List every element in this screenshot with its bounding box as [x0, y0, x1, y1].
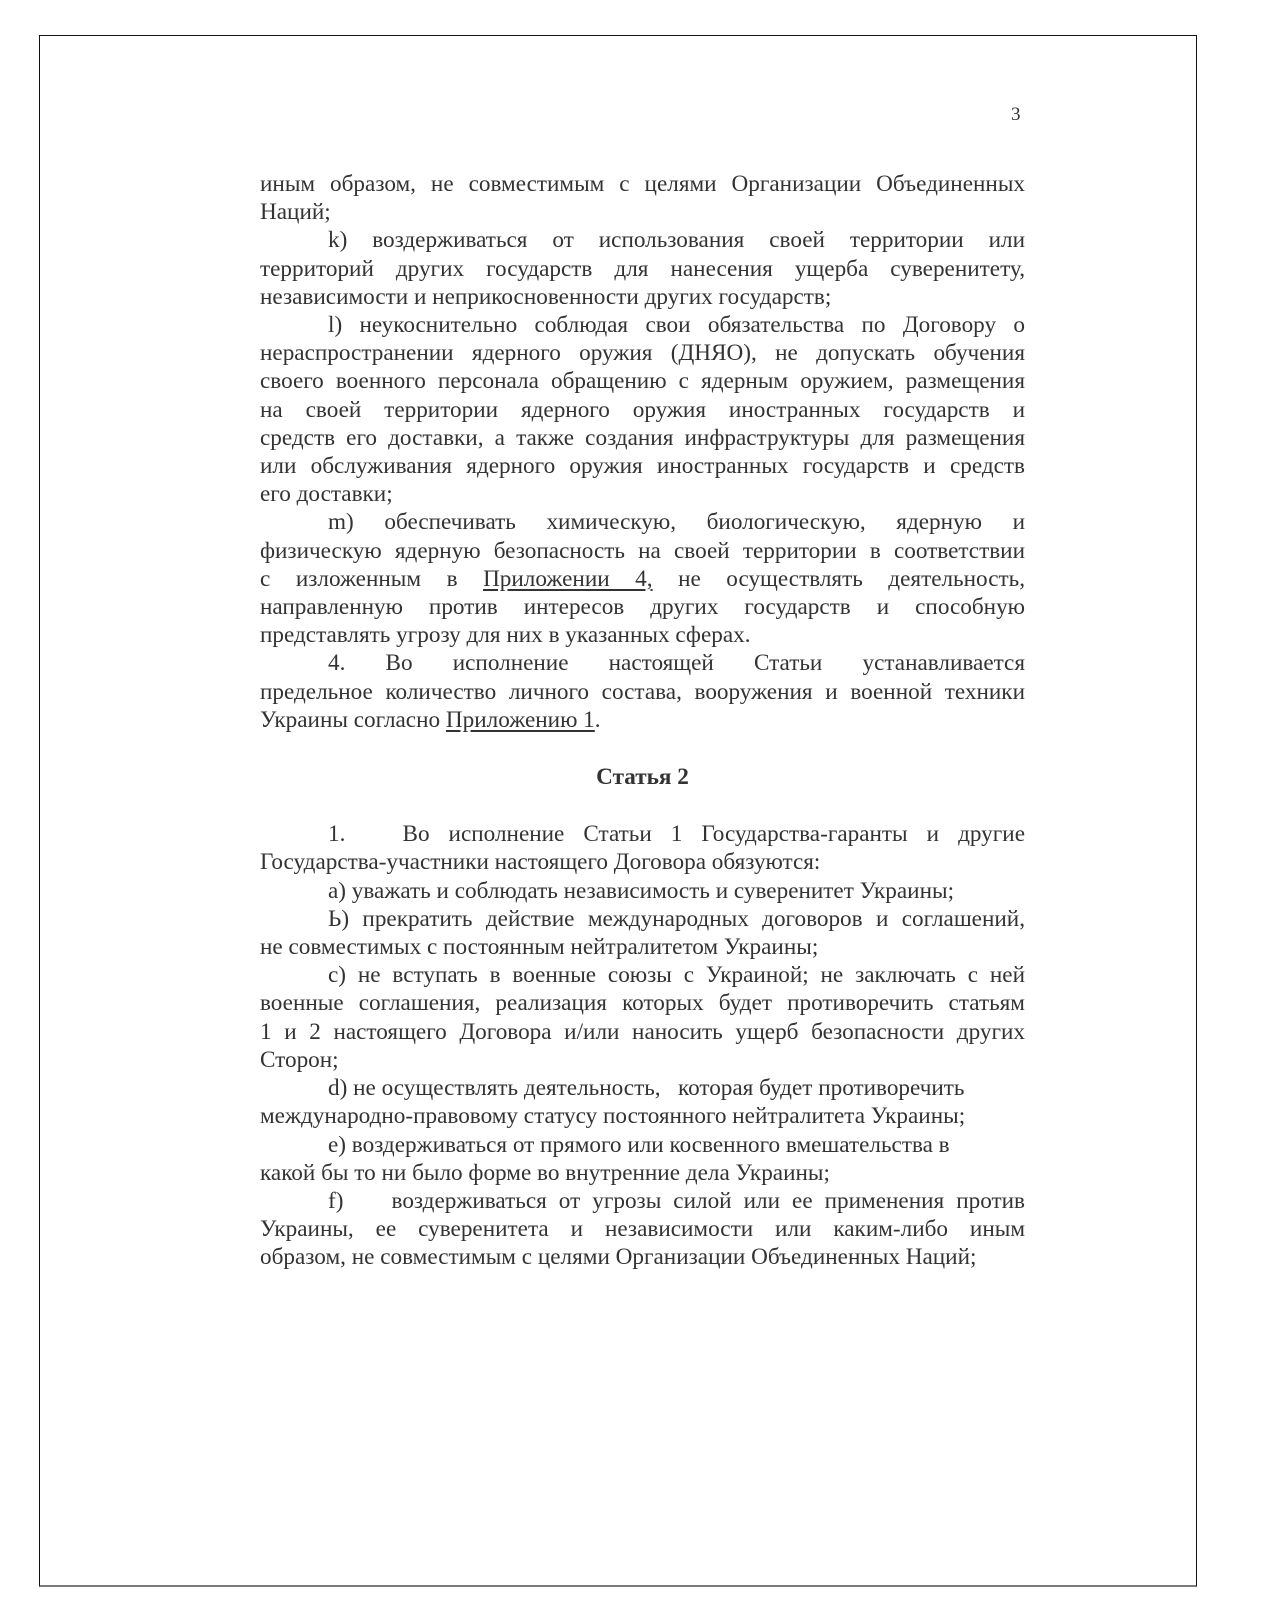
text-line: образом, не совместимым с целями Организации Объединенных Наций; [260, 1244, 977, 1271]
article-2-item-c [260, 961, 1025, 1074]
text-line: территорий других государств для нанесения ущерба суверенитету, [260, 255, 1025, 282]
article-2-item-b [260, 905, 1025, 961]
text-line: Сторон; [260, 1046, 339, 1073]
text-line: международно-правовому статусу постоянного нейтралитета Украины; [260, 1103, 966, 1130]
article-2-item-a [260, 877, 1025, 905]
text-line: k) воздерживаться от использования своей территории или [328, 227, 1025, 254]
article-2-heading: Статья 2 [596, 764, 689, 791]
text-line: 1. Во исполнение Статьи 1 Государства-гаранты и другие [328, 821, 1025, 848]
text-line: не совместимых с постоянным нейтралитетом Украины; [260, 934, 819, 961]
text-line: 4. Во исполнение настоящей Статьи устанавливается [328, 650, 1025, 677]
document-body [260, 170, 1025, 1272]
text-line: нераспространении ядерного оружия (ДНЯО), не допускать обучения [260, 340, 1025, 367]
text-line: физическую ядерную безопасность на своей территории в соответствии [260, 537, 1025, 564]
text-fragment: Украины согласно [260, 706, 441, 733]
text-line: Наций; [260, 199, 331, 226]
text-line: на своей территории ядерного оружия иностранных государств и [260, 396, 1025, 423]
annex-4-link[interactable]: Приложении 4, [483, 565, 653, 592]
article-2-item-d [260, 1074, 1025, 1130]
text-line: средств его доставки, а также создания инфраструктуры для размещения [260, 424, 1025, 451]
text-line: какой бы то ни было форме во внутренние дела Украины; [260, 1159, 830, 1186]
point-4 [260, 649, 1025, 734]
text-line: Ь) прекратить действие международных договоров и соглашений, [328, 905, 1025, 932]
text-line: иным образом, не совместимым с целями Организации Объединенных [260, 171, 1025, 197]
article-2-item-e [260, 1131, 1025, 1187]
annex-1-link[interactable]: Приложению 1 [445, 706, 595, 733]
item-k [260, 226, 1025, 311]
text-line-with-link [260, 565, 1025, 593]
text-line: l) неукоснительно соблюдая свои обязательства по Договору о [328, 312, 1025, 339]
text-fragment: . [594, 706, 601, 733]
text-line: Государства-участники настоящего Договора обязуются: [260, 849, 821, 876]
text-line: d) не осуществлять деятельность, которая будет противоречить [328, 1075, 965, 1102]
text-line: f) воздерживаться от угрозы силой или ее применения против [328, 1187, 1025, 1214]
text-line-with-link [260, 706, 1025, 734]
item-l [260, 311, 1025, 508]
text-fragment: с изложенным в [260, 565, 458, 592]
text-line: или обслуживания ядерного оружия иностранных государств и средств [260, 453, 1025, 480]
text-line: предельное количество личного состава, вооружения и военной техники [260, 678, 1025, 705]
text-line: его доставки; [260, 481, 393, 508]
text-line: своего военного персонала обращению с ядерным оружием, размещения [260, 368, 1025, 395]
text-line: а) уважать и соблюдать независимость и суверенитет Украины; [328, 877, 955, 904]
text-line: с) не вступать в военные союзы с Украиной; не заключать с ней [328, 962, 1025, 989]
article-2-item-f [260, 1187, 1025, 1272]
text-line: е) воздерживаться от прямого или косвенного вмешательства в [328, 1131, 950, 1158]
page-number: 3 [1011, 104, 1021, 125]
text-line: направленную против интересов других государств и способную [260, 594, 1025, 621]
text-line: m) обеспечивать химическую, биологическую, ядерную и [328, 509, 1025, 536]
text-line: независимости и неприкосновенности других государств; [260, 283, 832, 310]
text-line: военные соглашения, реализация которых будет противоречить статьям [260, 990, 1025, 1017]
text-fragment: не осуществлять деятельность, [678, 565, 1026, 592]
item-m [260, 508, 1025, 649]
text-line: 1 и 2 настоящего Договора и/или наносить ущерб безопасности других [260, 1018, 1025, 1045]
text-line: Украины, ее суверенитета и независимости или каким-либо иным [260, 1216, 1025, 1243]
continuation-paragraph [260, 170, 1025, 226]
text-line: представлять угрозу для них в указанных сферах. [260, 622, 751, 649]
article-2-point-1 [260, 820, 1025, 876]
